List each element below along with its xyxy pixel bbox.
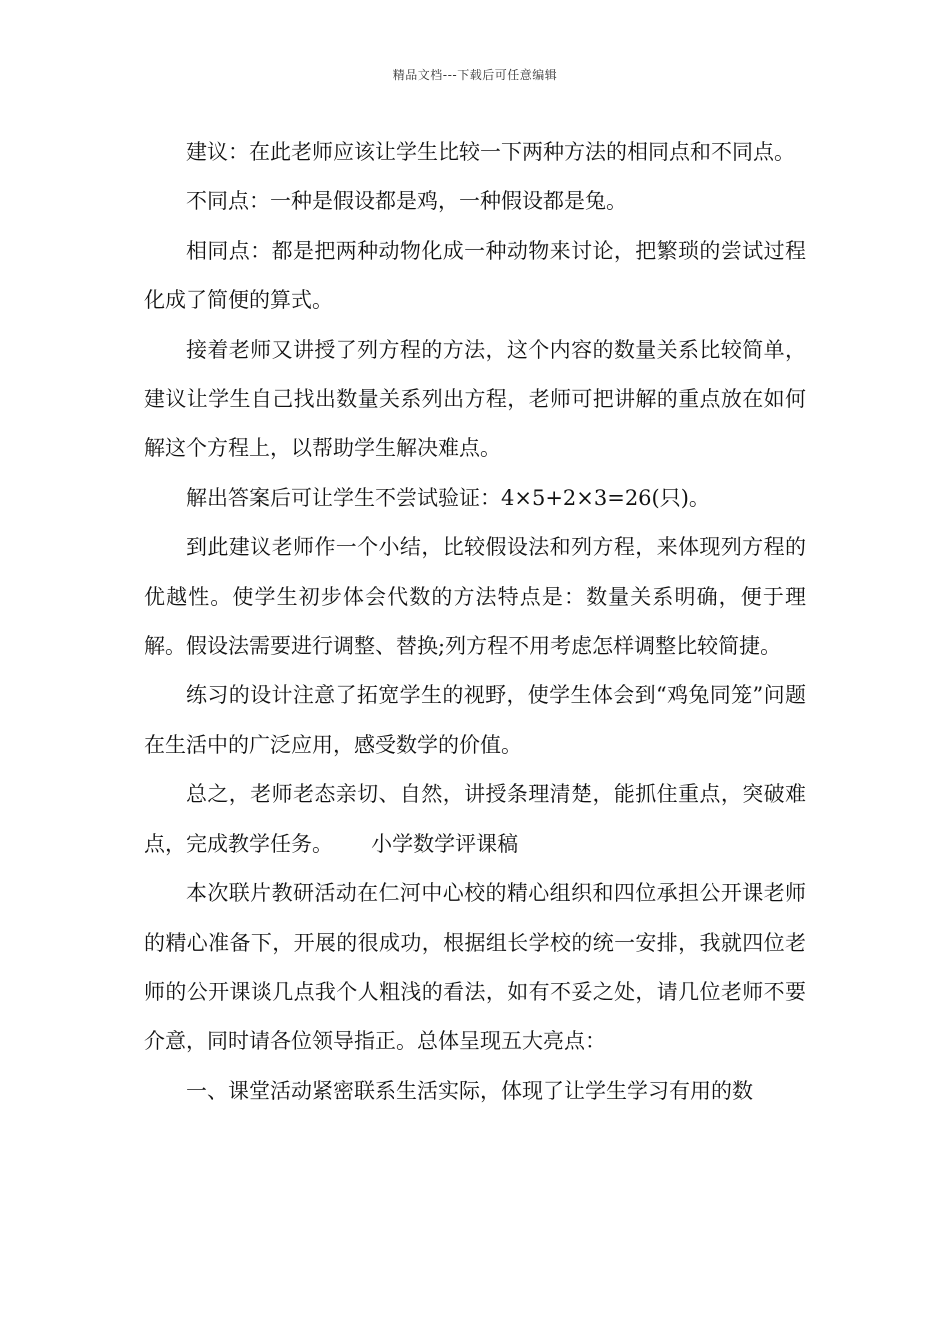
paragraph-equation-method: 接着老师又讲授了列方程的方法，这个内容的数量关系比较简单，建议让学生自己找出数量关系列出方程，老师可把讲解的重点放在如何解这个方程上，以帮助学生解决难点。 <box>144 337 806 461</box>
paragraph-suggestion: 建议：在此老师应该让学生比较一下两种方法的相同点和不同点。 <box>186 140 795 164</box>
paragraph-exercise-design: 练习的设计注意了拓宽学生的视野，使学生体会到“鸡兔同笼”问题在生活中的广泛应用，感受数学的价值。 <box>144 683 806 757</box>
paragraph-activity-intro: 本次联片教研活动在仁河中心校的精心组织和四位承担公开课老师的精心准备下，开展的很成功，根据组长学校的统一安排，我就四位老师的公开课谈几点我个人粗浅的看法，如有不妥之处，请几位老师不要介意，同时请各位领导指正。总体呈现五大亮点： <box>144 881 806 1054</box>
paragraph-highlight-one: 一、课堂活动紧密联系生活实际，体现了让学生学习有用的数 <box>186 1078 753 1103</box>
paragraph-summary-suggestion: 到此建议老师作一个小结，比较假设法和列方程，来体现列方程的优越性。使学生初步体会代数的方法特点是：数量关系明确，便于理解。假设法需要进行调整、替换;列方程不用考虑怎样调整比较简捷。 <box>144 535 806 659</box>
paragraph-similarities: 相同点：都是把两种动物化成一种动物来讨论，把繁琐的尝试过程化成了简便的算式。 <box>144 238 806 313</box>
paragraph-conclusion: 总之，老师老态亲切、自然，讲授条理清楚，能抓住重点，突破难点，完成教学任务。 小学数学评课稿 <box>144 782 806 856</box>
paragraph-verification: 解出答案后可让学生不尝试验证：4×5+2×3=26(只)。 <box>186 485 710 510</box>
paragraph-differences: 不同点：一种是假设都是鸡，一种假设都是兔。 <box>186 189 627 214</box>
document-body <box>144 128 806 1116</box>
page-header: 精品文档---下载后可任意编辑 <box>392 68 558 82</box>
